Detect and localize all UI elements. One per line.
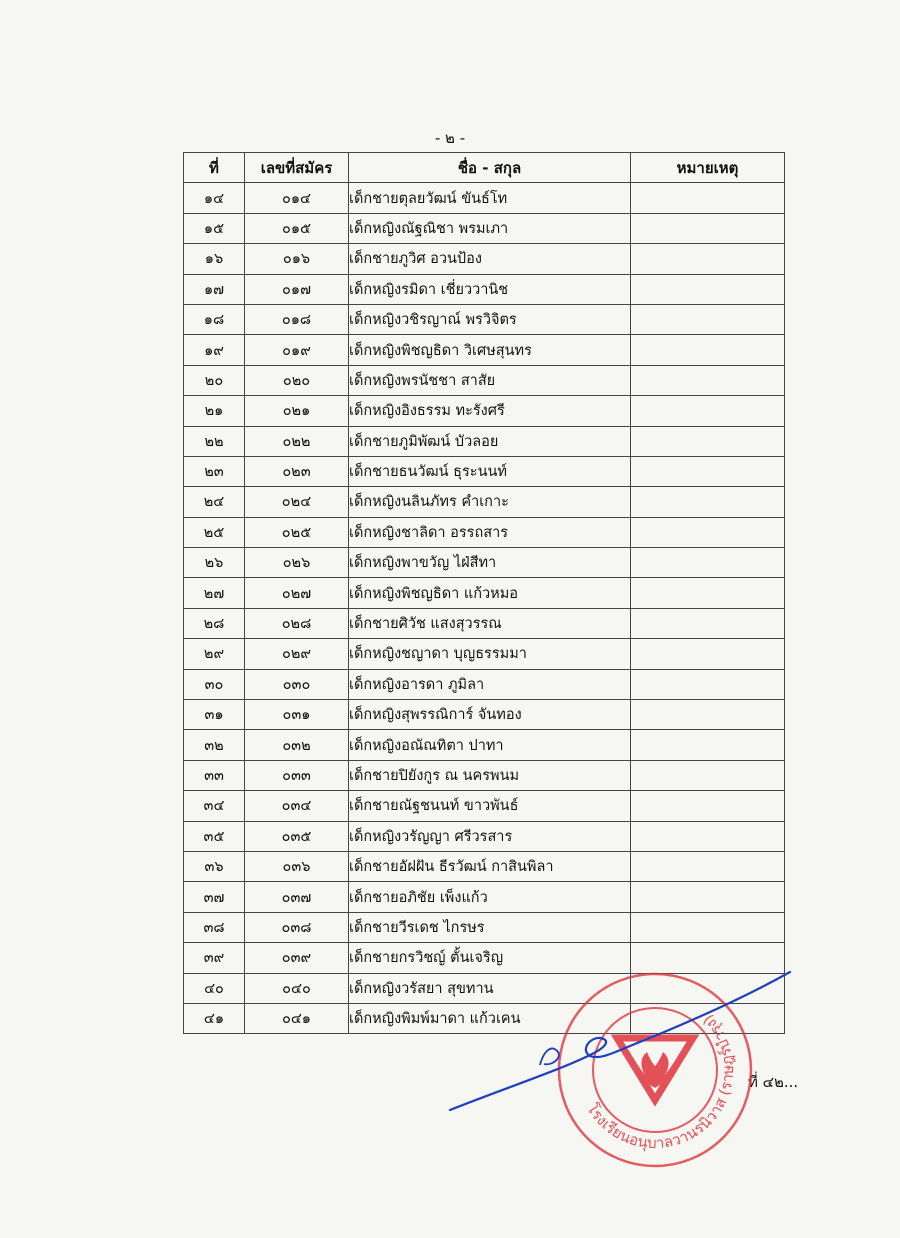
remark-cell — [631, 244, 785, 274]
table-row — [184, 760, 785, 790]
table-row — [184, 821, 785, 851]
applicant-name: เด็กหญิงวชิรญาณ์ พรวิจิตร — [349, 304, 631, 334]
application-number: ๐๒๖ — [245, 548, 349, 578]
header-full-name: ชื่อ - สกุล — [349, 153, 631, 183]
table-row — [184, 456, 785, 486]
application-number: ๐๓๐ — [245, 669, 349, 699]
application-number: ๐๓๙ — [245, 943, 349, 973]
remark-cell — [631, 912, 785, 942]
applicant-name: เด็กชายภูมิพัฒน์ บัวลอย — [349, 426, 631, 456]
table-row — [184, 851, 785, 881]
application-number: ๐๓๒ — [245, 730, 349, 760]
header-remark: หมายเหตุ — [631, 153, 785, 183]
remark-cell — [631, 213, 785, 243]
application-number: ๐๓๘ — [245, 912, 349, 942]
row-number: ๒๘ — [184, 608, 245, 638]
applicant-name: เด็กหญิงรมิดา เชี่ยววานิช — [349, 274, 631, 304]
table-row — [184, 700, 785, 730]
applicant-name: เด็กหญิงวรัสยา สุขทาน — [349, 973, 631, 1003]
remark-cell — [631, 821, 785, 851]
table-row — [184, 669, 785, 699]
table-row — [184, 578, 785, 608]
application-number: ๐๒๗ — [245, 578, 349, 608]
applicant-name: เด็กหญิงอิงธรรม ทะรังศรี — [349, 396, 631, 426]
applicant-name: เด็กชายอัฝฝัน ธีรวัฒน์ กาสินพิลา — [349, 851, 631, 881]
row-number: ๒๗ — [184, 578, 245, 608]
table-row — [184, 183, 785, 213]
application-number: ๐๒๒ — [245, 426, 349, 456]
row-number: ๑๔ — [184, 183, 245, 213]
applicant-name: เด็กชายอภิชัย เพ็งแก้ว — [349, 882, 631, 912]
applicant-name: เด็กชายภูวิศ อวนป้อง — [349, 244, 631, 274]
table-row — [184, 244, 785, 274]
remark-cell — [631, 669, 785, 699]
applicant-name: เด็กหญิงพาขวัญ ไฝ่สีทา — [349, 548, 631, 578]
application-number: ๐๒๕ — [245, 517, 349, 547]
header-application-number: เลขที่สมัคร — [245, 153, 349, 183]
row-number: ๒๖ — [184, 548, 245, 578]
remark-cell — [631, 851, 785, 881]
remark-cell — [631, 517, 785, 547]
remark-cell — [631, 487, 785, 517]
remark-cell — [631, 274, 785, 304]
applicant-table — [183, 152, 785, 1034]
row-number: ๓๒ — [184, 730, 245, 760]
applicant-name: เด็กชายณัฐชนนท์ ขาวพันธ์ — [349, 791, 631, 821]
header-no: ที่ — [184, 153, 245, 183]
applicant-name: เด็กชายกรวิชญ์ ตั้นเจริญ — [349, 943, 631, 973]
applicant-name: เด็กหญิงพรนัชชา สาสัย — [349, 365, 631, 395]
application-number: ๐๑๕ — [245, 213, 349, 243]
application-number: ๐๒๑ — [245, 396, 349, 426]
table-row — [184, 396, 785, 426]
application-number: ๐๒๐ — [245, 365, 349, 395]
table-row — [184, 365, 785, 395]
applicant-name: เด็กหญิงอณัณทิตา ปาทา — [349, 730, 631, 760]
row-number: ๒๐ — [184, 365, 245, 395]
row-number: ๒๕ — [184, 517, 245, 547]
applicant-name: เด็กชายศิวัช แสงสุวรรณ — [349, 608, 631, 638]
table-row — [184, 548, 785, 578]
application-number: ๐๓๔ — [245, 791, 349, 821]
applicant-name: เด็กหญิงนลินภัทร คำเกาะ — [349, 487, 631, 517]
application-number: ๐๓๓ — [245, 760, 349, 790]
remark-cell — [631, 882, 785, 912]
row-number: ๒๒ — [184, 426, 245, 456]
table-header-row — [184, 153, 785, 183]
row-number: ๓๖ — [184, 851, 245, 881]
seal-text: โรงเรียนอนุบาลวานรนิวาส (ราษฎร์บำรุง) — [583, 1011, 738, 1153]
application-number: ๐๒๓ — [245, 456, 349, 486]
applicant-name: เด็กหญิงณัฐณิชา พรมเภา — [349, 213, 631, 243]
row-number: ๔๐ — [184, 973, 245, 1003]
applicant-name: เด็กหญิงชญาดา บุญธรรมมา — [349, 639, 631, 669]
application-number: ๐๒๙ — [245, 639, 349, 669]
application-number: ๐๑๗ — [245, 274, 349, 304]
applicant-name: เด็กชายธนวัฒน์ ธุระนนท์ — [349, 456, 631, 486]
table-row — [184, 730, 785, 760]
table-row — [184, 335, 785, 365]
row-number: ๓๑ — [184, 700, 245, 730]
table-row — [184, 517, 785, 547]
table-body — [184, 183, 785, 1034]
remark-cell — [631, 548, 785, 578]
row-number: ๒๓ — [184, 456, 245, 486]
table-row — [184, 608, 785, 638]
applicant-name: เด็กหญิงอารดา ภูมิลา — [349, 669, 631, 699]
application-number: ๐๒๔ — [245, 487, 349, 517]
row-number: ๒๔ — [184, 487, 245, 517]
remark-cell — [631, 791, 785, 821]
remark-cell — [631, 578, 785, 608]
row-number: ๒๙ — [184, 639, 245, 669]
row-number: ๑๕ — [184, 213, 245, 243]
applicant-name: เด็กหญิงวรัญญา ศรีวรสาร — [349, 821, 631, 851]
application-number: ๐๑๘ — [245, 304, 349, 334]
application-number: ๐๑๖ — [245, 244, 349, 274]
table-row — [184, 274, 785, 304]
application-number: ๐๑๔ — [245, 183, 349, 213]
remark-cell — [631, 183, 785, 213]
table-row — [184, 426, 785, 456]
row-number: ๓๕ — [184, 821, 245, 851]
application-number: ๐๓๗ — [245, 882, 349, 912]
applicant-name: เด็กหญิงชาลิดา อรรถสาร — [349, 517, 631, 547]
remark-cell — [631, 365, 785, 395]
row-number: ๑๗ — [184, 274, 245, 304]
application-number: ๐๑๙ — [245, 335, 349, 365]
applicant-name: เด็กหญิงพิชญธิดา แก้วหมอ — [349, 578, 631, 608]
table-row — [184, 912, 785, 942]
row-number: ๑๖ — [184, 244, 245, 274]
remark-cell — [631, 639, 785, 669]
applicant-name: เด็กชายวีรเดช ไกรษร — [349, 912, 631, 942]
table-row — [184, 487, 785, 517]
remark-cell — [631, 335, 785, 365]
remark-cell — [631, 426, 785, 456]
table-row — [184, 639, 785, 669]
table-row — [184, 213, 785, 243]
table-row — [184, 791, 785, 821]
remark-cell — [631, 760, 785, 790]
page-number: - ๒ - — [434, 129, 466, 147]
application-number: ๐๔๐ — [245, 973, 349, 1003]
remark-cell — [631, 396, 785, 426]
application-number: ๐๔๑ — [245, 1003, 349, 1033]
row-number: ๓๔ — [184, 791, 245, 821]
row-number: ๔๑ — [184, 1003, 245, 1033]
row-number: ๓๘ — [184, 912, 245, 942]
signature-mark — [440, 960, 800, 1120]
remark-cell — [631, 456, 785, 486]
table-row — [184, 304, 785, 334]
row-number: ๑๘ — [184, 304, 245, 334]
applicant-name: เด็กหญิงพิมพ์มาดา แก้วเคน — [349, 1003, 631, 1033]
remark-cell — [631, 304, 785, 334]
application-number: ๐๒๘ — [245, 608, 349, 638]
row-number: ๓๗ — [184, 882, 245, 912]
applicant-name: เด็กหญิงสุพรรณิการ์ จันทอง — [349, 700, 631, 730]
table-row — [184, 882, 785, 912]
row-number: ๓๓ — [184, 760, 245, 790]
application-number: ๐๓๖ — [245, 851, 349, 881]
remark-cell — [631, 700, 785, 730]
applicant-name: เด็กหญิงพิชญธิดา วิเศษสุนทร — [349, 335, 631, 365]
remark-cell — [631, 730, 785, 760]
remark-cell — [631, 608, 785, 638]
row-number: ๑๙ — [184, 335, 245, 365]
row-number: ๒๑ — [184, 396, 245, 426]
application-number: ๐๓๕ — [245, 821, 349, 851]
applicant-name: เด็กชายปิยังกูร ณ นครพนม — [349, 760, 631, 790]
applicant-name: เด็กชายตุลยวัฒน์ ขันธ์โท — [349, 183, 631, 213]
row-number: ๓๙ — [184, 943, 245, 973]
row-number: ๓๐ — [184, 669, 245, 699]
continuation-note: ที่ ๔๒... — [748, 1073, 799, 1091]
application-number: ๐๓๑ — [245, 700, 349, 730]
